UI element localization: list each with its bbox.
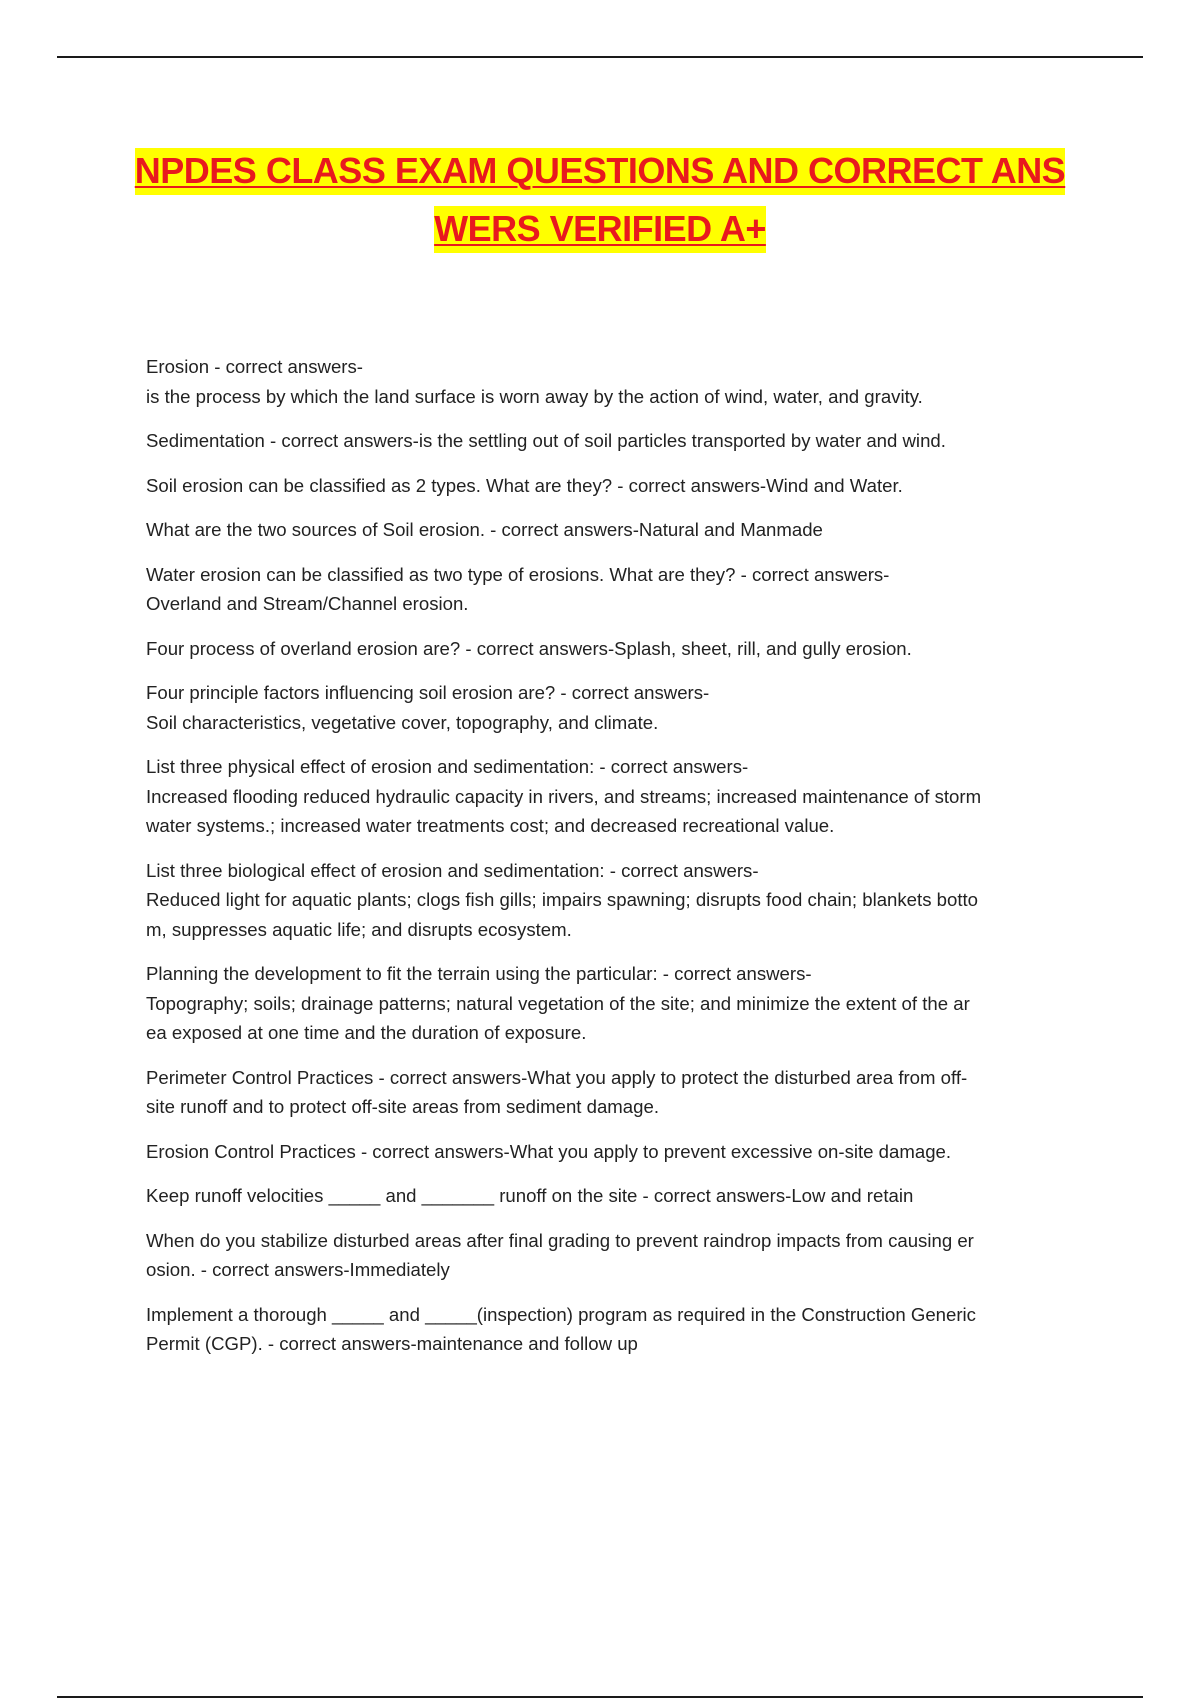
qa-line: Overland and Stream/Channel erosion. — [146, 593, 469, 614]
qa-line: Perimeter Control Practices - correct answers-What you apply to protect the disturbed area from off- — [146, 1066, 968, 1088]
qa-line: Implement a thorough _____ and _____(inspection) program as required in the Construction Generic — [146, 1303, 976, 1325]
qa-line: Planning the development to fit the terrain using the particular: - correct answers- — [146, 963, 812, 984]
qa-item — [146, 1063, 1086, 1122]
qa-line: Four principle factors influencing soil erosion are? - correct answers- — [146, 682, 710, 703]
qa-item — [146, 752, 1086, 841]
qa-list — [146, 352, 1086, 1374]
qa-item — [146, 634, 1086, 664]
qa-item — [146, 352, 1086, 411]
qa-item — [146, 1300, 1086, 1359]
title-line-2: WERS VERIFIED A+ — [434, 206, 766, 253]
qa-line: osion. - correct answers-Immediately — [146, 1259, 450, 1280]
qa-line: Four process of overland erosion are? - correct answers-Splash, sheet, rill, and gully erosion. — [146, 637, 912, 659]
title-line — [100, 142, 1100, 200]
qa-line: List three biological effect of erosion and sedimentation: - correct answers- — [146, 859, 759, 881]
qa-line: Soil characteristics, vegetative cover, topography, and climate. — [146, 711, 659, 733]
qa-item — [146, 856, 1086, 945]
qa-line: Keep runoff velocities _____ and _______ runoff on the site - correct answers-Low and retain — [146, 1185, 914, 1206]
top-rule — [57, 56, 1143, 58]
qa-line: Water erosion can be classified as two type of erosions. What are they? - correct answers- — [146, 563, 890, 585]
qa-line: is the process by which the land surface is worn away by the action of wind, water, and gravity. — [146, 385, 923, 407]
title-line — [100, 200, 1100, 258]
qa-item — [146, 560, 1086, 619]
qa-item — [146, 959, 1086, 1048]
qa-line: Topography; soils; drainage patterns; natural vegetation of the site; and minimize the extent of the ar — [146, 992, 970, 1014]
qa-line: ea exposed at one time and the duration of exposure. — [146, 1022, 587, 1043]
qa-line: Erosion - correct answers- — [146, 356, 363, 377]
qa-line: Sedimentation - correct answers-is the settling out of soil particles transported by water and wind. — [146, 430, 946, 451]
qa-item — [146, 471, 1086, 501]
qa-item — [146, 1181, 1086, 1211]
qa-line: What are the two sources of Soil erosion. - correct answers-Natural and Manmade — [146, 519, 823, 540]
qa-line: Erosion Control Practices - correct answers-What you apply to prevent excessive on-site damage. — [146, 1140, 952, 1162]
qa-line: When do you stabilize disturbed areas after final grading to prevent raindrop impacts from causing er — [146, 1229, 974, 1251]
qa-item — [146, 1226, 1086, 1285]
qa-line: site runoff and to protect off-site areas from sediment damage. — [146, 1096, 659, 1117]
qa-line: Reduced light for aquatic plants; clogs fish gills; impairs spawning; disrupts food chain; blankets botto — [146, 889, 979, 910]
qa-line: Increased flooding reduced hydraulic capacity in rivers, and streams; increased maintenance of storm — [146, 785, 982, 807]
qa-line: m, suppresses aquatic life; and disrupts ecosystem. — [146, 918, 572, 940]
qa-item — [146, 678, 1086, 737]
qa-item — [146, 1137, 1086, 1167]
qa-line: Permit (CGP). - correct answers-maintenance and follow up — [146, 1333, 638, 1354]
qa-item — [146, 426, 1086, 456]
bottom-rule — [57, 1696, 1143, 1698]
qa-line: water systems.; increased water treatments cost; and decreased recreational value. — [146, 815, 835, 836]
qa-item — [146, 515, 1086, 545]
document-title — [100, 142, 1100, 258]
qa-line: List three physical effect of erosion and sedimentation: - correct answers- — [146, 756, 749, 777]
title-line-1: NPDES CLASS EXAM QUESTIONS AND CORRECT ANS — [135, 148, 1065, 195]
qa-line: Soil erosion can be classified as 2 types. What are they? - correct answers-Wind and Water. — [146, 474, 903, 496]
